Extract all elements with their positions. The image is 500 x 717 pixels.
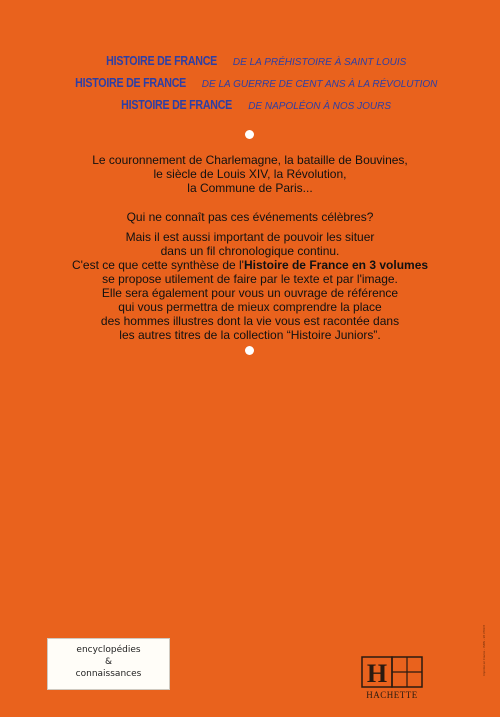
body-line: Elle sera également pour vous un ouvrage de référence bbox=[101, 286, 399, 300]
series-title-1 bbox=[0, 52, 500, 70]
publisher-logo bbox=[360, 655, 430, 700]
series-subtitle: DE NAPOLÉON À NOS JOURS bbox=[248, 101, 392, 112]
collection-logo-line: & bbox=[104, 657, 113, 667]
body-line: dans un fil chronologique continu. bbox=[160, 244, 340, 258]
body-text: C'est ce que cette synthèse de l' bbox=[71, 258, 244, 272]
intro-line: la Commune de Paris... bbox=[187, 181, 313, 195]
body-line: Mais il est aussi important de pouvoir les situer bbox=[125, 230, 375, 244]
body-line: les autres titres de la collection “Histoire Juniors”. bbox=[119, 328, 381, 342]
body-line: des hommes illustres dont la vie vous est racontée dans bbox=[100, 314, 400, 328]
series-subtitle: DE LA GUERRE DE CENT ANS À LA RÉVOLUTION bbox=[201, 79, 438, 90]
hachette-letter: H bbox=[366, 659, 388, 688]
intro-paragraph bbox=[0, 153, 500, 195]
bold-title: Histoire de France en 3 volumes bbox=[243, 258, 429, 272]
collection-logo bbox=[47, 638, 170, 690]
fineprint: Imprimé en France - ISBN - 38 3709 8 bbox=[482, 625, 486, 676]
bullet-dot bbox=[245, 130, 254, 139]
bullet-dot bbox=[245, 346, 254, 355]
series-main-title: HISTOIRE DE FRANCE bbox=[121, 97, 233, 112]
body-line: se propose utilement de faire par le texte et par l'image. bbox=[102, 272, 398, 286]
series-title-3 bbox=[0, 96, 500, 114]
body-line: qui vous permettra de mieux comprendre la place bbox=[118, 300, 382, 314]
body-line: Qui ne connaît pas ces événements célèbres? bbox=[126, 210, 374, 224]
collection-logo-line: connaissances bbox=[75, 669, 142, 679]
series-title-2 bbox=[0, 74, 500, 92]
intro-line: le siècle de Louis XIV, la Révolution, bbox=[153, 167, 347, 181]
hachette-icon bbox=[360, 655, 430, 700]
series-main-title: HISTOIRE DE FRANCE bbox=[105, 53, 217, 68]
series-subtitle: DE LA PRÉHISTOIRE À SAINT LOUIS bbox=[232, 57, 407, 68]
intro-line: Le couronnement de Charlemagne, la bataille de Bouvines, bbox=[92, 153, 408, 167]
body-paragraph bbox=[0, 210, 500, 342]
collection-logo-line: encyclopédies bbox=[76, 645, 141, 655]
hachette-name: HACHETTE bbox=[366, 690, 418, 700]
series-main-title: HISTOIRE DE FRANCE bbox=[74, 75, 186, 90]
body-line-with-bold bbox=[0, 258, 500, 272]
